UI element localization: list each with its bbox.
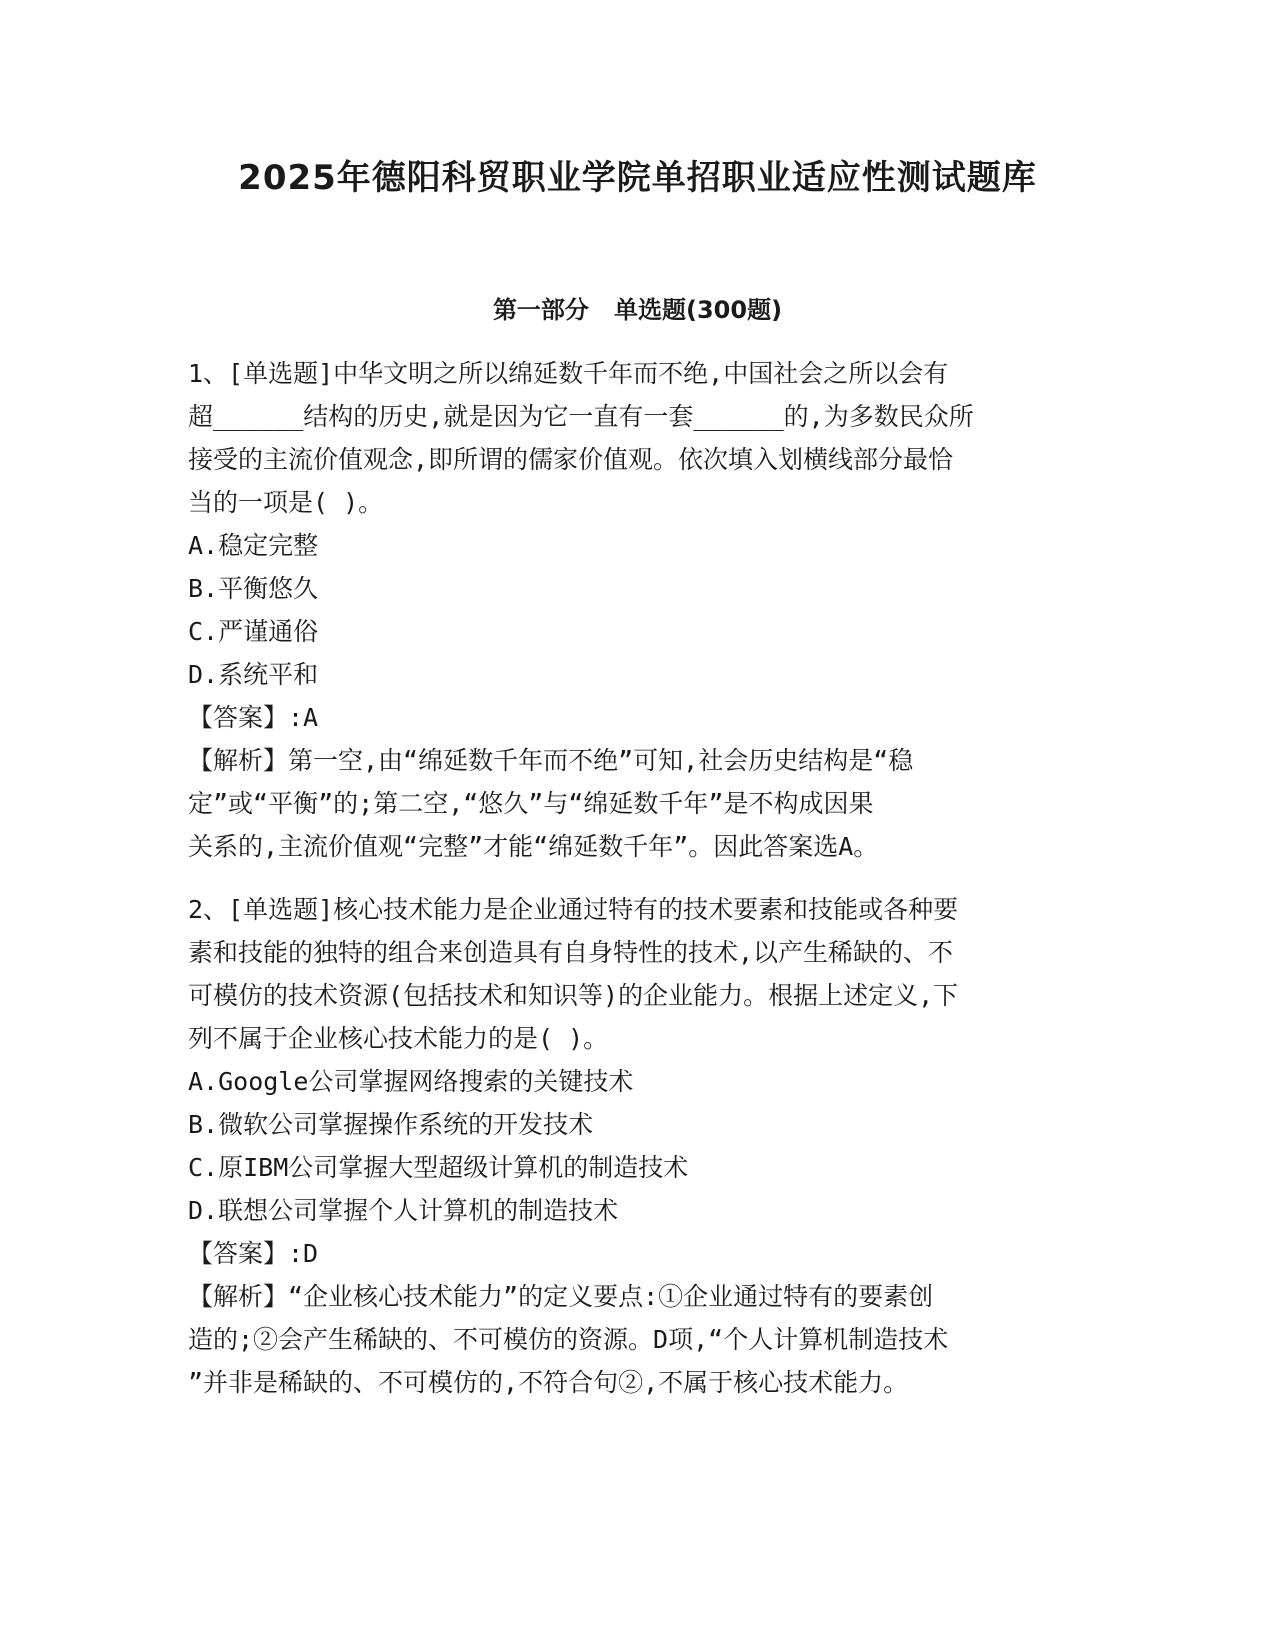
option-d: D.联想公司掌握个人计算机的制造技术 bbox=[188, 1196, 619, 1225]
analysis-text bbox=[188, 739, 1088, 868]
question-stem bbox=[188, 888, 1088, 1060]
analysis-line: 造的;②会产生稀缺的、不可模仿的资源。D项,“个人计算机制造技术 bbox=[188, 1325, 949, 1354]
section-title: 第一部分 单选题(300题) bbox=[492, 296, 783, 324]
option-b: B.微软公司掌握操作系统的开发技术 bbox=[188, 1110, 594, 1139]
document-title: 2025年德阳科贸职业学院单招职业适应性测试题库 bbox=[238, 158, 1037, 198]
option-a: A.Google公司掌握网络搜索的关键技术 bbox=[188, 1067, 634, 1096]
stem-line: 列不属于企业核心技术能力的是( )。 bbox=[188, 1024, 609, 1053]
stem-line: 超______结构的历史,就是因为它一直有一套______的,为多数民众所 bbox=[188, 402, 974, 431]
analysis-text bbox=[188, 1275, 1088, 1404]
stem-line: 素和技能的独特的组合来创造具有自身特性的技术,以产生稀缺的、不 bbox=[188, 938, 954, 967]
stem-line: 可模仿的技术资源(包括技术和知识等)的企业能力。根据上述定义,下 bbox=[188, 981, 959, 1010]
option-c: C.严谨通俗 bbox=[188, 617, 319, 646]
analysis-line: 定”或“平衡”的;第二空,“悠久”与“绵延数千年”是不构成因果 bbox=[188, 789, 874, 818]
option-a: A.稳定完整 bbox=[188, 531, 319, 560]
answer-line: 【答案】:D bbox=[188, 1239, 319, 1268]
option-b: B.平衡悠久 bbox=[188, 574, 319, 603]
option-d: D.系统平和 bbox=[188, 660, 319, 689]
stem-line: 2、[单选题]核心技术能力是企业通过特有的技术要素和技能或各种要 bbox=[188, 895, 959, 924]
stem-line: 接受的主流价值观念,即所谓的儒家价值观。依次填入划横线部分最恰 bbox=[188, 445, 954, 474]
answer-line: 【答案】:A bbox=[188, 703, 319, 732]
question-stem bbox=[188, 352, 1088, 524]
stem-line: 1、[单选题]中华文明之所以绵延数千年而不绝,中国社会之所以会有 bbox=[188, 359, 949, 388]
question-2 bbox=[188, 888, 1088, 1404]
question-list bbox=[188, 352, 1088, 1404]
analysis-line: 【解析】“企业核心技术能力”的定义要点:①企业通过特有的要素创 bbox=[188, 1282, 934, 1311]
analysis-line: ”并非是稀缺的、不可模仿的,不符合句②,不属于核心技术能力。 bbox=[188, 1368, 909, 1397]
option-c: C.原IBM公司掌握大型超级计算机的制造技术 bbox=[188, 1153, 689, 1182]
analysis-line: 关系的,主流价值观“完整”才能“绵延数千年”。因此答案选A。 bbox=[188, 832, 879, 861]
stem-line: 当的一项是( )。 bbox=[188, 488, 384, 517]
question-1 bbox=[188, 352, 1088, 868]
analysis-line: 【解析】第一空,由“绵延数千年而不绝”可知,社会历史结构是“稳 bbox=[188, 746, 914, 775]
